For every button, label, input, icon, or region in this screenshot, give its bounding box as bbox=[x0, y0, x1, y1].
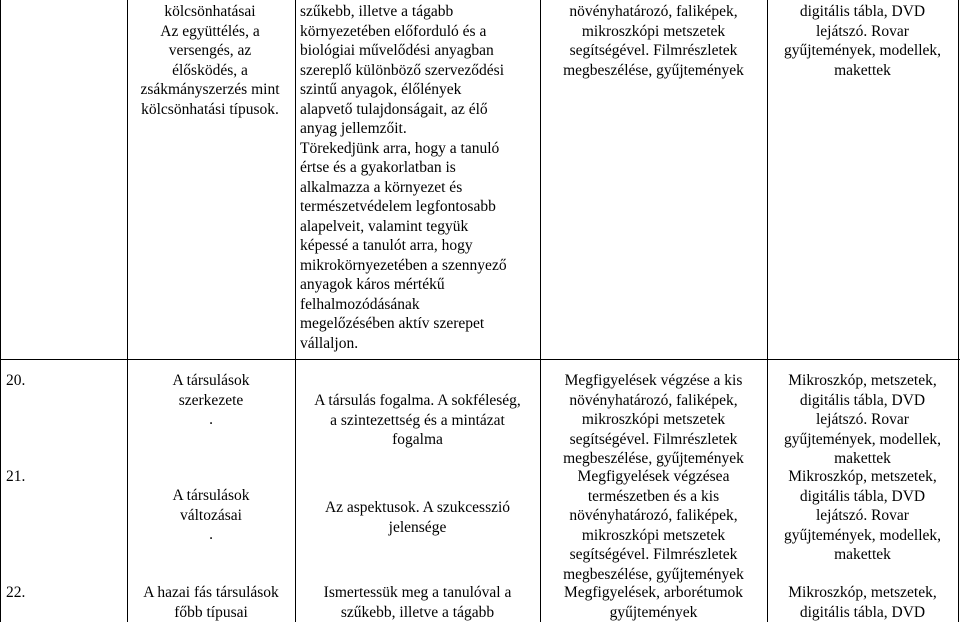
top-activity-cell bbox=[540, 2, 767, 80]
text-line: szereplő különböző szerveződési bbox=[300, 61, 505, 79]
text-line: . bbox=[209, 411, 213, 428]
text-line: versengés, az bbox=[168, 42, 252, 59]
row-number: 22. bbox=[6, 584, 26, 601]
text-line: alkalmazza a környezet és bbox=[300, 178, 463, 196]
text-line: mikroszkópi metszetek bbox=[581, 526, 726, 544]
row-number: 20. bbox=[6, 372, 26, 389]
row-tools bbox=[767, 467, 958, 565]
text-line: lejátszó. Rovar bbox=[816, 22, 909, 40]
text-line: környezetében előforduló és a bbox=[300, 22, 487, 40]
text-line: alapelveit, valamint tegyük bbox=[300, 217, 469, 235]
text-line: Mikroszkóp, metszetek, bbox=[788, 372, 937, 389]
text-line: A társulás fogalma. A sokféleség, bbox=[314, 392, 521, 409]
text-line: anyag jellemzőit. bbox=[300, 120, 407, 137]
text-line: változásai bbox=[180, 506, 242, 524]
text-line: élősködés, a bbox=[172, 61, 248, 79]
table-border-left bbox=[0, 0, 1, 622]
text-line: biológiai művelődési anyagban bbox=[300, 42, 494, 59]
text-line: vállaljon. bbox=[300, 334, 359, 352]
row-tools bbox=[767, 583, 958, 622]
top-tools-cell bbox=[767, 2, 958, 80]
row-separator bbox=[0, 359, 960, 360]
text-line: megbeszélése, gyűjtemények bbox=[563, 565, 744, 583]
text-line: A társulások bbox=[172, 487, 250, 504]
text-line: szerkezete bbox=[178, 391, 244, 409]
text-line: főbb típusai bbox=[174, 603, 248, 621]
text-line: lejátszó. Rovar bbox=[816, 411, 909, 428]
row-content bbox=[297, 391, 538, 450]
text-line: szűkebb, illetve a tágabb bbox=[340, 603, 495, 621]
text-line: anyagok káros mértékű bbox=[300, 276, 445, 293]
text-line: gyűjtemények bbox=[609, 603, 698, 621]
text-line: növényhatározó, faliképek, bbox=[569, 507, 738, 524]
table-divider-topic bbox=[127, 0, 128, 622]
text-line: szintű anyagok, élőlények bbox=[300, 81, 462, 98]
text-line: segítségével. Filmrészletek bbox=[569, 546, 738, 563]
text-line: jelensége bbox=[388, 518, 447, 536]
text-line: makettek bbox=[834, 61, 891, 79]
text-line: értse és a gyakorlatban is bbox=[300, 159, 456, 176]
top-content-cell bbox=[300, 2, 535, 353]
row-activity bbox=[540, 583, 767, 622]
text-line: digitális tábla, DVD bbox=[799, 3, 926, 20]
text-line: természetben és a kis bbox=[587, 487, 720, 505]
row-content bbox=[297, 498, 538, 537]
text-line: makettek bbox=[834, 450, 891, 467]
text-line: gyűjtemények, modellek, bbox=[783, 430, 942, 448]
text-line: makettek bbox=[834, 546, 891, 563]
text-line: A hazai fás társulások bbox=[143, 584, 279, 601]
text-line: növényhatározó, faliképek, bbox=[569, 391, 738, 409]
text-line: A társulások bbox=[172, 372, 250, 389]
row-content bbox=[297, 583, 538, 622]
text-line: mikroszkópi metszetek bbox=[581, 411, 726, 428]
text-line: megelőzésében aktív szerepet bbox=[300, 315, 485, 332]
text-line: zsákmányszerzés mint bbox=[140, 81, 280, 98]
row-topic bbox=[130, 583, 292, 622]
text-line: Megfigyelések végzésea bbox=[577, 468, 730, 485]
table-border-right bbox=[958, 0, 959, 622]
text-line: megbeszélése, gyűjtemények bbox=[563, 450, 744, 467]
row-tools bbox=[767, 371, 958, 469]
text-line: mikrokörnyezetében a szennyező bbox=[300, 256, 507, 274]
text-line: Megfigyelések végzése a kis bbox=[564, 372, 743, 389]
text-line: Az aspektusok. A szukcesszió bbox=[324, 499, 511, 516]
text-line: Törekedjünk arra, hogy a tanuló bbox=[300, 139, 500, 157]
text-line: digitális tábla, DVD bbox=[799, 603, 926, 621]
text-line: digitális tábla, DVD bbox=[799, 487, 926, 505]
text-line: alapvető tulajdonságait, az élő bbox=[300, 100, 488, 118]
text-line: gyűjtemények, modellek, bbox=[783, 526, 942, 544]
row-topic bbox=[130, 371, 292, 430]
text-line: mikroszkópi metszetek bbox=[581, 22, 726, 40]
text-line: segítségével. Filmrészletek bbox=[569, 42, 738, 59]
text-line: Az együttélés, a bbox=[160, 22, 260, 40]
text-line: szűkebb, illetve a tágabb bbox=[300, 3, 454, 20]
text-line: Mikroszkóp, metszetek, bbox=[788, 584, 937, 601]
text-line: fogalma bbox=[392, 431, 443, 448]
text-line: természetvédelem legfontosabb bbox=[300, 198, 496, 215]
row-activity bbox=[540, 371, 767, 469]
row-number: 21. bbox=[6, 468, 26, 485]
text-line: segítségével. Filmrészletek bbox=[569, 430, 738, 448]
row-topic bbox=[130, 486, 292, 545]
text-line: . bbox=[209, 526, 213, 543]
text-line: lejátszó. Rovar bbox=[816, 507, 909, 524]
text-line: kölcsönhatásai bbox=[164, 3, 256, 20]
text-line: képessé a tanulót arra, hogy bbox=[300, 237, 473, 254]
text-line: Mikroszkóp, metszetek, bbox=[788, 468, 937, 485]
text-line: a szintezettség és a mintázat bbox=[330, 411, 505, 429]
top-topic-cell bbox=[130, 2, 290, 119]
text-line: növényhatározó, faliképek, bbox=[569, 3, 738, 20]
text-line: felhalmozódásának bbox=[300, 295, 420, 313]
text-line: gyűjtemények, modellek, bbox=[783, 42, 942, 59]
text-line: Ismertessük meg a tanulóval a bbox=[323, 584, 512, 601]
text-line: Megfigyelések, arborétumok bbox=[563, 584, 744, 601]
text-line: kölcsönhatási típusok. bbox=[141, 100, 279, 118]
row-activity bbox=[540, 467, 767, 584]
text-line: megbeszélése, gyűjtemények bbox=[563, 61, 744, 79]
text-line: digitális tábla, DVD bbox=[799, 391, 926, 409]
table-divider-content bbox=[295, 0, 296, 622]
